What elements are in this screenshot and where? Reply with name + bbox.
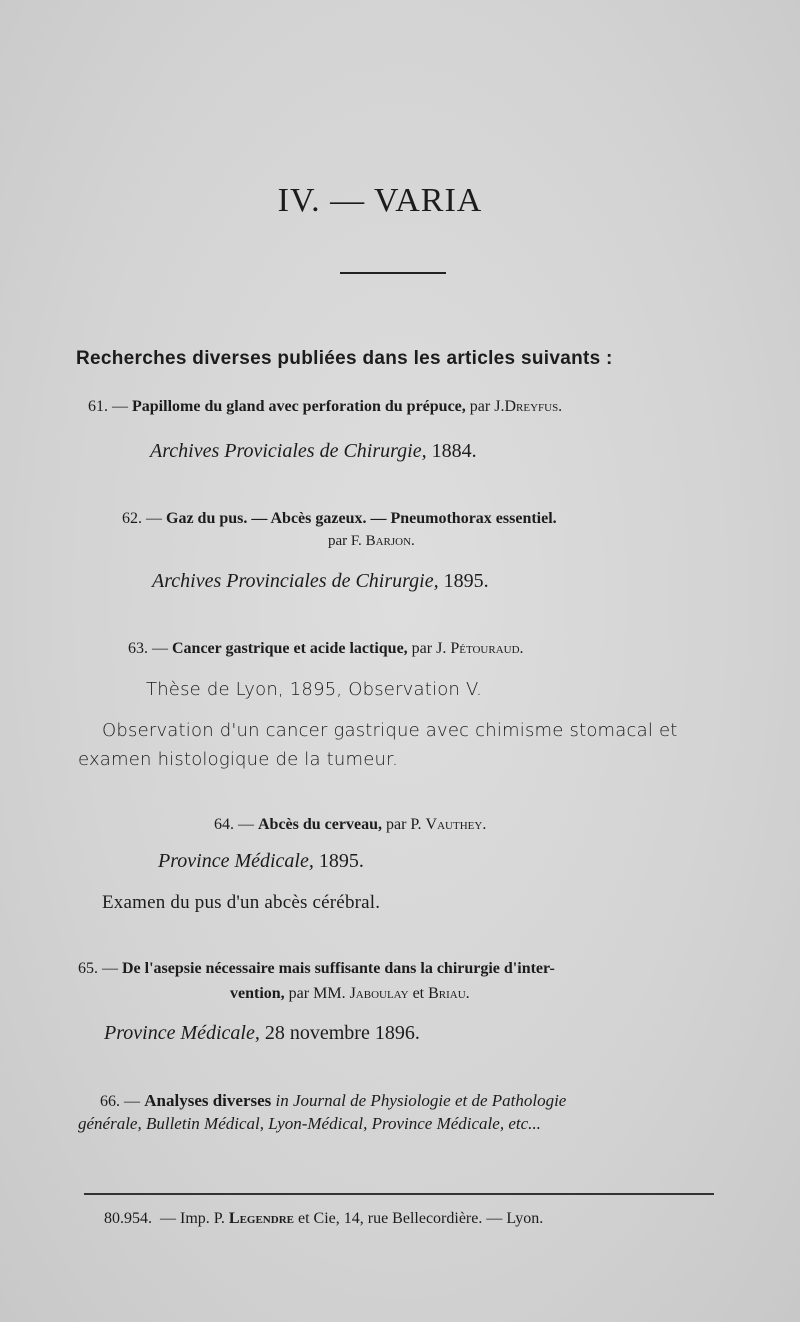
par-word: par: [469, 398, 491, 415]
entry-65-line2: [230, 985, 470, 1003]
entry-64-line: [214, 816, 486, 834]
source-date: 28 novembre 1896.: [264, 1022, 420, 1044]
par-word: par: [411, 640, 433, 657]
par-word: par: [328, 533, 348, 549]
entry-title: Analyses diverses: [144, 1091, 272, 1110]
title-rule: [340, 272, 446, 274]
source-title: Archives Proviciales de Chirurgie,: [150, 440, 427, 462]
imprint-code: 80.954.: [104, 1210, 152, 1227]
entry-62-author: [328, 533, 415, 550]
entry-64-source: [158, 850, 364, 873]
author-initial: J.: [494, 398, 505, 415]
source-year: 1884.: [431, 440, 477, 462]
entry-title: Cancer gastrique et acide lactique,: [172, 640, 408, 657]
imprint-imp: Imp. P.: [180, 1210, 225, 1227]
source-title: Province Médicale,: [158, 850, 314, 872]
par-word: par: [385, 816, 407, 833]
footer-rule: [84, 1193, 714, 1195]
author-initial: P.: [410, 816, 422, 833]
entry-title: Abcès du cerveau,: [258, 816, 382, 833]
par-word: par: [288, 985, 310, 1002]
imprint-city: Lyon.: [506, 1210, 544, 1227]
entry-66-line2: générale, Bulletin Médical, Lyon-Médical, Province Médicale, etc...: [78, 1114, 541, 1133]
section-heading: Recherches diverses publiées dans les articles suivants :: [76, 348, 613, 369]
author-name: Jaboulay: [349, 985, 409, 1002]
entry-number: 62. —: [122, 510, 162, 527]
entry-61-line: [88, 398, 562, 416]
entry-63-source: Thèse de Lyon, 1895, Observation V.: [146, 679, 483, 700]
section-title: IV. — VARIA: [277, 182, 483, 219]
entry-journal: in Journal de Physiologie et de Pathologie: [275, 1091, 567, 1110]
author-initial: F.: [350, 533, 362, 549]
entry-63-line: [128, 640, 524, 658]
author-name: Barjon.: [365, 533, 415, 549]
imprint-dash2: —: [486, 1210, 503, 1227]
source-title: Province Médicale,: [104, 1022, 260, 1044]
imprint-address: et Cie, 14, rue Bellecordière.: [297, 1210, 483, 1227]
entry-65-line1: [78, 960, 555, 978]
author-initial: J.: [436, 640, 447, 657]
entry-title-line2: vention,: [230, 985, 285, 1002]
author-name: Vauthey.: [425, 816, 487, 833]
entry-number: 65. —: [78, 960, 118, 977]
author-name: Briau.: [428, 985, 470, 1002]
source-title: Archives Provinciales de Chirurgie,: [152, 570, 439, 592]
and-word: et: [412, 985, 425, 1002]
imprint-dash: —: [160, 1210, 176, 1227]
entry-title: Papillome du gland avec perforation du prépuce,: [132, 398, 466, 415]
entry-63-note-line1: Observation d'un cancer gastrique avec chimisme stomacal et: [102, 720, 678, 741]
authors-prefix: MM.: [313, 985, 346, 1002]
entry-64-note: Examen du pus d'un abcès cérébral.: [102, 892, 381, 913]
entry-63-note-line2: examen histologique de la tumeur.: [78, 749, 399, 770]
author-name: Pétouraud.: [450, 640, 524, 657]
entry-number: 64. —: [214, 816, 254, 833]
entry-number: 66. —: [100, 1093, 140, 1110]
entry-62-source: [152, 570, 489, 593]
entry-62-line: [122, 510, 557, 528]
entry-61-source: [150, 440, 477, 463]
author-name: Dreyfus.: [504, 398, 563, 415]
entry-number: 63. —: [128, 640, 168, 657]
entry-66-line1: [100, 1091, 566, 1111]
imprint-printer: Legendre: [228, 1210, 294, 1227]
imprint-line: [104, 1210, 543, 1228]
entry-number: 61. —: [88, 398, 128, 415]
entry-title-line1: De l'asepsie nécessaire mais suffisante dans la chirurgie d'inter-: [122, 960, 555, 977]
entry-title: Gaz du pus. — Abcès gazeux. — Pneumothorax essentiel.: [166, 510, 557, 527]
source-year: 1895.: [443, 570, 489, 592]
entry-65-source: [104, 1022, 420, 1045]
source-year: 1895.: [318, 850, 364, 872]
